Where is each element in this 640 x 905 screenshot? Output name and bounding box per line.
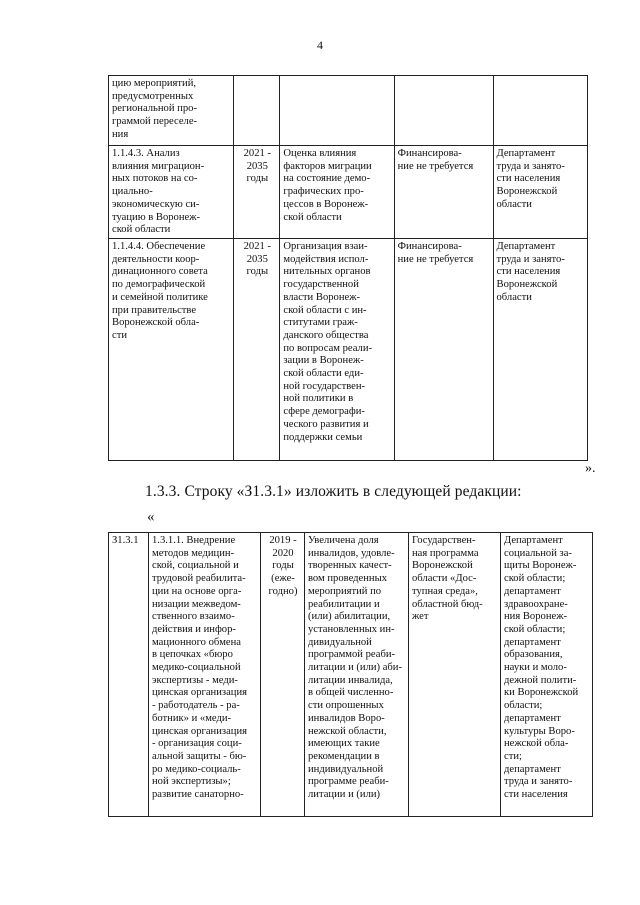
period-cell <box>234 76 280 146</box>
funding-cell: Финансирова- ние не требуется <box>394 239 493 461</box>
table-row <box>109 76 588 146</box>
measure-name-cell: 1.3.1.1. Внедрение методов медицин- ской, социальной и трудовой реабилита- ции на основе орга- низации межведом- ственного взаимо- действия и инфор- мационного обмена в цепочках «бюро медико-социальной экспертизы - меди- цинская организация - работодатель - ра- ботник» и «меди- цинская организация - организация соци- альной защиты - бю- ро медико-социаль- ной экспертизы»; развитие санаторно- <box>149 533 261 817</box>
measures-table-new <box>108 532 593 817</box>
closing-quote: ». <box>585 461 596 476</box>
period-cell: 2021 - 2035 годы <box>234 146 280 239</box>
funding-cell <box>394 76 493 146</box>
measures-table-continued <box>108 75 588 461</box>
responsible-cell <box>493 76 588 146</box>
period-cell: 2019 - 2020 годы (еже- годно) <box>261 533 305 817</box>
measure-name-cell: 1.1.4.4. Обеспечение деятельности коор- динационного совета по демографической и семейной политике при правительстве Воронежской обла- сти <box>109 239 234 461</box>
responsible-cell: Департамент труда и занято- сти населения Воронежской области <box>493 239 588 461</box>
row-code-cell: З1.3.1 <box>109 533 149 817</box>
table-row <box>109 533 593 817</box>
responsible-cell: Департамент социальной за- щиты Воронеж- ской области; департамент здравоохране- ния Воронеж- ской области; департамент образования, науки и моло- дежной полити- ки Воронежской области; департамент культуры Воро- нежской обла- сти; департамент труда и занято- сти населения <box>501 533 593 817</box>
responsible-cell: Департамент труда и занято- сти населения Воронежской области <box>493 146 588 239</box>
funding-cell: Государствен- ная программа Воронежской области «Дос- тупная среда», областной бюд- жет <box>409 533 501 817</box>
measure-name-cell: цию мероприятий, предусмотренных региональной про- граммой переселе- ния <box>109 76 234 146</box>
measure-name-cell: 1.1.4.3. Анализ влияния миграцион- ных потоков на со- циально- экономическую си- туацию в Воронеж- ской области <box>109 146 234 239</box>
result-cell: Организация взаи- модействия испол- нительных органов государственной власти Воронеж- ской области с ин- ститутами граж- данского общества по вопросам реали- зации в Воронеж- ской области еди- ной государствен- ной политики в сфере демографи- ческого развития и поддержки семьи <box>280 239 394 461</box>
section-heading: 1.3.3. Строку «З1.3.1» изложить в следующей редакции: <box>145 483 522 500</box>
result-cell <box>280 76 394 146</box>
page-number: 4 <box>317 38 323 52</box>
result-cell: Оценка влияния факторов миграции на состояние демо- графических про- цессов в Воронеж- ской области <box>280 146 394 239</box>
funding-cell: Финансирова- ние не требуется <box>394 146 493 239</box>
table-row <box>109 146 588 239</box>
result-cell: Увеличена доля инвалидов, удовле- творенных качест- вом проведенных мероприятий по реабилитации и (или) абилитации, установленных ин- дивидуальной программой реаби- литации и (или) аби- литации инвалида, в общей численно- сти опрошенных инвалидов Воро- нежской области, имеющих такие рекомендации в индивидуальной программе реаби- литации и (или) <box>305 533 409 817</box>
table-row <box>109 239 588 461</box>
opening-quote: « <box>147 509 155 525</box>
period-cell: 2021 - 2035 годы <box>234 239 280 461</box>
